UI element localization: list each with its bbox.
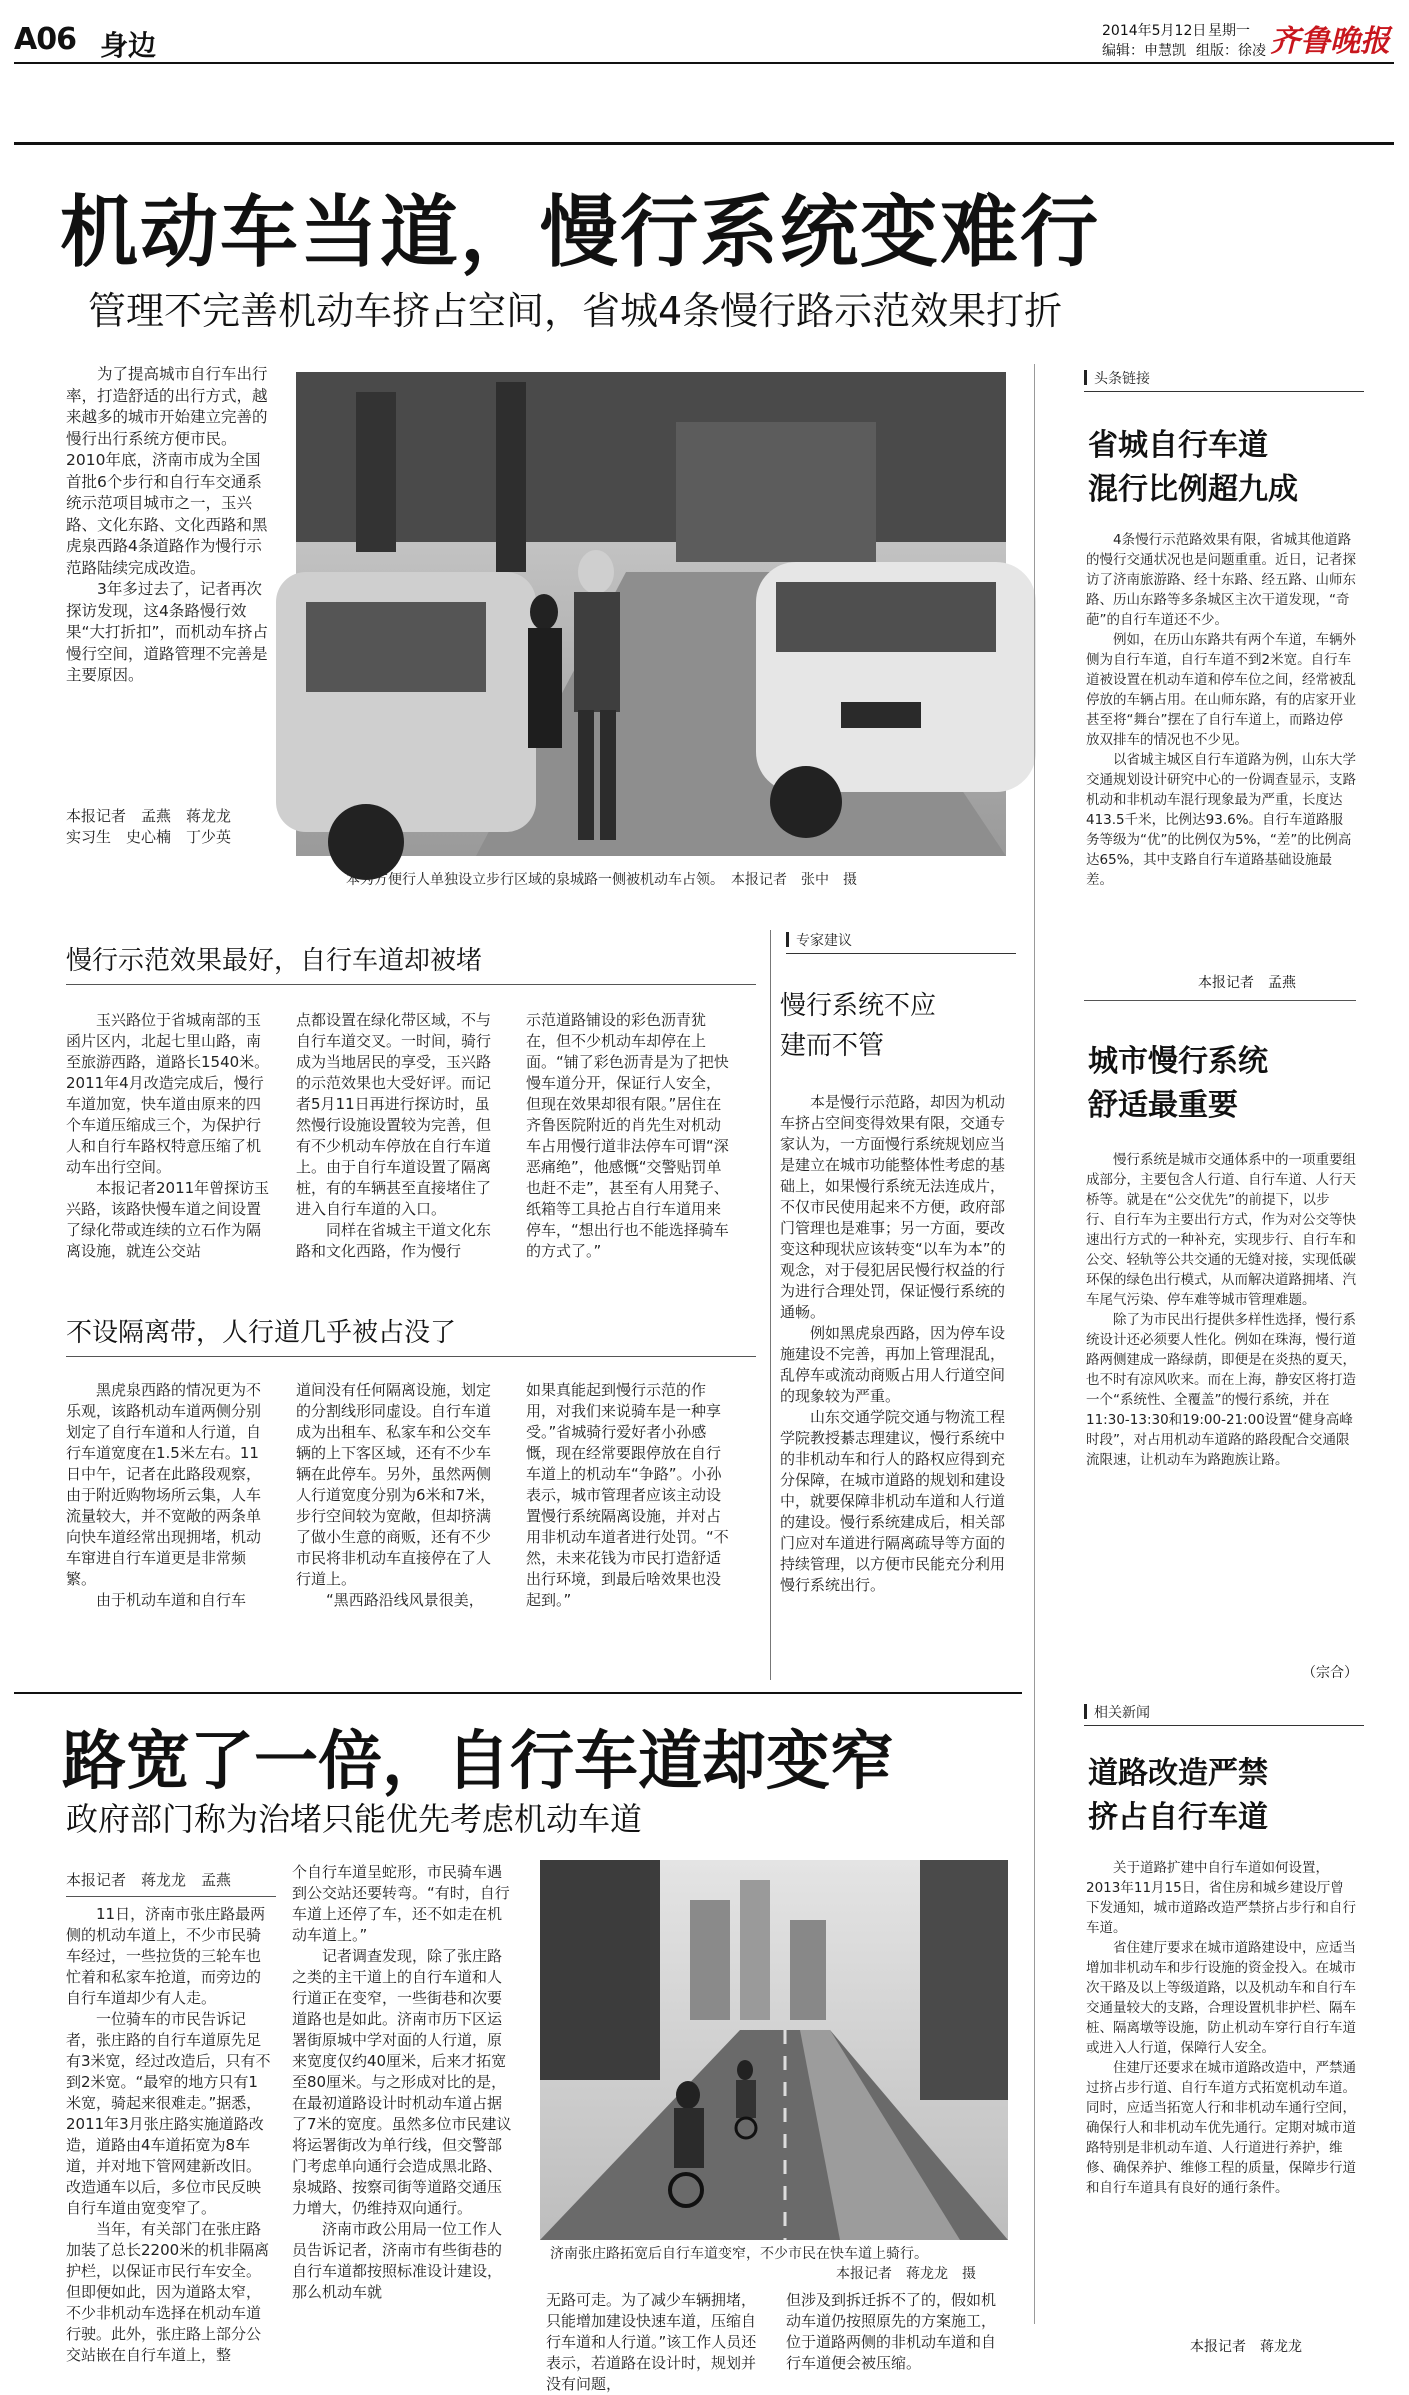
article-paragraph: 玉兴路位于省城南部的玉函片区内，北起七里山路，南至旅游西路，道路长1540米。2011年4月改造完成后，慢行车道加宽，快车道由原来的四个车道压缩成三个，为保护行人和自行车路权特意压缩了机动车出行空间。 (66, 1011, 270, 1176)
story2-col3 (546, 2290, 760, 2393)
story2-byline-rule (66, 1896, 276, 1897)
sidebar2-body (1086, 1150, 1356, 1660)
issue-weekday: 星期一 (1208, 23, 1250, 39)
section1-col3 (526, 1010, 732, 1330)
section1-col1 (66, 1010, 272, 1330)
article-paragraph: 道间没有任何隔离设施，划定的分割线形同虚设。自行车道成为出租车、私家车和公交车辆的上下客区域，还有不少车辆在此停车。另外，虽然两侧人行道宽度分别为6米和7米，步行空间较为宽敞，但却挤满了做小生意的商贩，还有不少市民将非机动车直接停在了人行道上。 (296, 1381, 496, 1588)
expert-paragraph: 本是慢行示范路，却因为机动车挤占空间变得效果有限，交通专家认为，一方面慢行系统规划应当是建立在城市功能整体性考虑的基础上，如果慢行系统无法连成片，不仅市民使用起来不方便，政府部门管理也是难事；另一方面，要改变这种现状应该转变“以车为本”的观念，对于侵犯居民慢行权益的行为进行合理处罚，保证慢行系统的通畅。 (780, 1093, 1006, 1321)
story2-col1 (66, 1904, 272, 2374)
sidebar2-author: （宗合） (1302, 1665, 1358, 1681)
sidebar2-title-line1: 城市慢行系统 (1088, 1044, 1268, 1079)
story2-paragraph: 个自行车道呈蛇形，市民骑车遇到公交站还要转弯。“有时，自行车道上还停了车，还不如走在机动车道上。” (292, 1863, 510, 1944)
top-thick-rule (14, 142, 1394, 145)
article-paragraph: 由于机动车道和自行车 (96, 1591, 247, 1609)
story2-byline: 本报记者 蒋龙龙 孟燕 (66, 1871, 232, 1889)
layout-credit: 组版：徐凌 (1196, 43, 1266, 59)
article-paragraph: 点都设置在绿化带区域，不与自行车道交叉。一时间，骑行成为当地居民的享受，玉兴路的示范效果也大受好评。而记者5月11日再进行探访时，虽然慢行设施设置较为完善，但有不少机动车停放在自行车道上。由于自行车道设置了隔离桩，有的车辆甚至直接堵住了进入自行车道的入口。 (296, 1011, 492, 1218)
expert-body (780, 1092, 1006, 1682)
section2-col1 (66, 1380, 272, 1690)
article-paragraph: 同样在省城主干道文化东路和文化西路，作为慢行 (296, 1221, 492, 1260)
cyclists-road-image (540, 1860, 1008, 2240)
expert-tag: 专家建议 (786, 930, 1016, 954)
article-paragraph: 黑虎泉西路的情况更为不乐观，该路机动车道两侧分别划定了自行车道和人行道，自行车道宽度在1.5米左右。11日中午，记者在此路段观察，由于附近购物场所云集，人车流量较大，并不宽敞的两条单向快车道经常出现拥堵，机动车窜进自行车道更是非常频繁。 (66, 1381, 262, 1588)
section1-rule (66, 984, 756, 985)
story2-paragraph: 一位骑车的市民告诉记者，张庄路的自行车道原先足有3米宽，经过改造后，只有不到2米宽。“最窄的地方只有1米宽，骑起来很难走。”据悉，2011年3月张庄路实施道路改造，道路由4车道拓宽为8车道，并对地下管网建新改旧。改造通车以后，多位市民反映自行车道由宽变窄了。 (66, 2010, 271, 2217)
section2-title: 不设隔离带，人行道几乎被占没了 (66, 1318, 457, 1348)
sidebar3-paragraph: 住建厅还要求在城市道路改造中，严禁通过挤占步行道、自行车道方式拓宽机动车道。同时，应适当拓宽人行和非机动车通行空间，确保行人和非机动车优先通行。定期对城市道路特别是非机动车道、人行道进行养护，维修、确保养护、维修工程的质量，保障步行道和自行车道具有良好的通行条件。 (1086, 2060, 1356, 2196)
story2-col4 (786, 2290, 1006, 2376)
article-paragraph: 如果真能起到慢行示范的作用，对我们来说骑车是一种享受。”省城骑行爱好者小孙感慨，现在经常要跟停放在自行车道上的机动车“争路”。小孙表示，城市管理者应该主动设置慢行系统隔离设施，并对占用非机动车道者进行处罚。“不然，未来花钱为市民打造舒适出行环境，到最后啥效果也没起到。” (526, 1381, 729, 1609)
story1-subheadline: 管理不完善机动车挤占空间，省城4条慢行路示范效果打折 (88, 289, 1063, 333)
section2-col2 (296, 1380, 502, 1690)
story1-intro (66, 364, 272, 804)
story2-photo-caption-line2: 本报记者 蒋龙龙 摄 (836, 2266, 976, 2282)
story1-byline-line1: 本报记者 孟燕 蒋龙龙 (66, 807, 232, 825)
sidebar1-paragraph: 以省城主城区自行车道路为例，山东大学交通规划设计研究中心的一份调查显示，支路机动和非机动车混行现象最为严重，长度达413.5千米，比例达93.6%。自行车道路服务等级为“优”的比例仅为5%，“差”的比例高达65%，其中支路自行车道路基础设施最差。 (1086, 752, 1356, 888)
section2-col3 (526, 1380, 732, 1690)
sidebar2-paragraph: 慢行系统是城市交通体系中的一项重要组成部分，主要包含人行道、自行车道、人行天桥等。就是在“公交优先”的前提下，以步行、自行车为主要出行方式，作为对公交等快速出行方式的一种补充，实现步行、自行车和公交、轻轨等公共交通的无缝对接，实现低碳环保的绿色出行模式，从而解决道路拥堵、汽车尾气污染、停车难等城市管理难题。 (1086, 1152, 1356, 1308)
story2-col2 (292, 1862, 512, 2374)
sidebar1-body (1086, 530, 1356, 970)
sidebar3-title-line2: 挤占自行车道 (1088, 1800, 1268, 1835)
article-paragraph: “黑西路沿线风景很美， (326, 1591, 484, 1609)
section2-rule (66, 1356, 756, 1357)
expert-title-line2: 建而不管 (780, 1031, 885, 1061)
story2-top-rule (14, 1692, 1022, 1694)
sidebar3-body (1086, 1858, 1356, 2328)
sidebar1-paragraph: 4条慢行示范路效果有限，省城其他道路的慢行交通状况也是问题重重。近日，记者探访了济南旅游路、经十东路、经五路、山师东路、历山东路等多条城区主次干道发现，“奇葩”的自行车道还不少。 (1086, 532, 1356, 628)
story2-photo (540, 1860, 1008, 2240)
story1-photo (296, 372, 1006, 856)
page-number: A06 (14, 22, 76, 57)
story2-subheadline: 政府部门称为治堵只能优先考虑机动车道 (66, 1800, 643, 1838)
sidebar2-paragraph: 除了为市民出行提供多样性选择，慢行系统设计还必须要人性化。例如在珠海，慢行道路两侧建成一路绿荫，即便是在炎热的夏天，也不时有凉风吹来。而在上海，静安区将打造一个“系统性、全覆盖”的慢行系统，并在11:30-13:30和19:00-21:00设置“健身高峰时段”，对占用机动车道路的路段配合交通限流限速，让机动车为路跑族让路。 (1086, 1312, 1356, 1468)
story2-paragraph: 但涉及到拆迁拆不了的，假如机动车道仍按照原先的方案施工，位于道路两侧的非机动车道和自行车道便会被压缩。 (786, 2291, 997, 2372)
story2-paragraph: 济南市政公用局一位工作人员告诉记者，济南市有些街巷的自行车道都按照标准设计建设，那么机动车就 (292, 2220, 503, 2301)
sidebar1-title-line2: 混行比例超九成 (1088, 472, 1298, 507)
sidebar1-end-rule (1084, 1000, 1356, 1001)
section1-col2 (296, 1010, 502, 1330)
intro-paragraph: 3年多过去了，记者再次探访发现，这4条路慢行效果“大打折扣”，而机动车挤占慢行空间，道路管理不完善是主要原因。 (66, 580, 269, 684)
story2-paragraph: 记者调查发现，除了张庄路之类的主干道上的自行车道和人行道正在变窄，一些街巷和次要道路也是如此。济南市历下区运署街原城中学对面的人行道，原来宽度仅约40厘米，后来才拓宽至80厘米。与之形成对比的是，在最初道路设计时机动车道占据了7米的宽度。虽然多位市民建议将运署街改为单行线，但交警部门考虑单向通行会造成黑北路、泉城路、按察司街等道路交通压力增大，仍维持双向通行。 (292, 1947, 512, 2217)
sidebar2-title-line2: 舒适最重要 (1088, 1088, 1238, 1123)
sidebar3-tag: 相关新闻 (1084, 1702, 1364, 1726)
sidebar1-tag: 头条链接 (1084, 368, 1364, 392)
sidebar3-paragraph: 省住建厅要求在城市道路建设中，应适当增加非机动车和步行设施的资金投入。在城市次干路及以上等级道路，以及机动车和自行车交通量较大的支路，合理设置机非护栏、隔车桩、隔离墩等设施，防止机动车穿行自行车道或进入人行道，保障行人安全。 (1086, 1940, 1356, 2056)
expert-paragraph: 例如黑虎泉西路，因为停车设施建设不完善，再加上管理混乱，乱停车或流动商贩占用人行道空间的现象较为严重。 (780, 1324, 1006, 1405)
expert-paragraph: 山东交通学院交通与物流工程学院教授綦志理建议，慢行系统中的非机动车和行人的路权应得到充分保障，在城市道路的规划和建设中，就要保障非机动车道和人行道的建设。慢行系统建成后，相关部门应对车道进行隔离疏导等方面的持续管理，以方便市民能充分利用慢行系统出行。 (780, 1408, 1006, 1594)
section1-title: 慢行示范效果最好，自行车道却被堵 (66, 946, 483, 976)
sidebar1-author: 本报记者 孟燕 (1198, 975, 1296, 991)
article-paragraph: 示范道路铺设的彩色沥青犹在，但不少机动车却停在上面。“铺了彩色沥青是为了把快慢车道分开，保证行人安全，但现在效果却很有限。”居住在齐鲁医院附近的肖先生对机动车占用慢行道非法停车可谓“深恶痛绝”，他感慨“交警贴罚单也赶不走”，甚至有人用凳子、纸箱等工具抢占自行车道用来停车，“想出行也不能选择骑车的方式了。” (526, 1011, 729, 1260)
story1-headline: 机动车当道，慢行系统变难行 (60, 188, 1101, 278)
sidebar1-title-line1: 省城自行车道 (1088, 428, 1268, 463)
story2-paragraph: 当年，有关部门在张庄路加装了总长2200米的机非隔离护栏，以保证市民行车安全。但即便如此，因为道路太窄，不少非机动车选择在机动车道行驶。此外，张庄路上部分公交站嵌在自行车道上，整 (66, 2220, 270, 2364)
sidebar1-paragraph: 例如，在历山东路共有两个车道，车辆外侧为自行车道，自行车道不到2米宽。自行车道被设置在机动车道和停车位之间，经常被乱停放的车辆占用。在山师东路，有的店家开业甚至将“舞台”摆在了自行车道上，而路边停放双排车的情况也不少见。 (1086, 632, 1356, 748)
sidebar3-paragraph: 关于道路扩建中自行车道如何设置，2013年11月15日，省住房和城乡建设厅曾下发通知，城市道路改造严禁挤占步行和自行车道。 (1086, 1860, 1356, 1936)
intro-paragraph: 为了提高城市自行车出行率，打造舒适的出行方式，越来越多的城市开始建立完善的慢行出行系统方便市民。2010年底，济南市成为全国首批6个步行和自行车交通系统示范项目城市之一，玉兴路、文化东路、文化西路和黑虎泉西路4条道路作为慢行示范路陆续完成改造。 (66, 365, 268, 577)
street-scene-image (296, 372, 1006, 856)
story1-photo-caption: 本为方便行人单独设立步行区域的泉城路一侧被机动车占领。 本报记者 张中 摄 (346, 872, 857, 888)
story2-headline: 路宽了一倍，自行车道却变窄 (62, 1725, 894, 1799)
story2-paragraph: 无路可走。为了减少车辆拥堵，只能增加建设快速车道，压缩自行车道和人行道。”该工作人员还表示，若道路在设计时，规划并没有问题， (546, 2291, 757, 2393)
right-column-divider (1034, 364, 1035, 2324)
story1-byline-line2: 实习生 史心楠 丁少英 (66, 828, 232, 846)
story2-photo-caption-line1: 济南张庄路拓宽后自行车道变窄，不少市民在快车道上骑行。 (550, 2246, 928, 2262)
section-name: 身边 (100, 29, 157, 62)
article-paragraph: 本报记者2011年曾探访玉兴路，该路快慢车道之间设置了绿化带或连续的立石作为隔离设施，就连公交站 (66, 1179, 270, 1260)
paper-logo: 齐鲁晚报 (1270, 24, 1390, 59)
expert-title-line1: 慢行系统不应 (780, 991, 937, 1021)
sidebar3-title-line1: 道路改造严禁 (1088, 1756, 1268, 1791)
story2-paragraph: 11日，济南市张庄路最两侧的机动车道上，不少市民骑车经过，一些拉货的三轮车也忙着和私家车抢道，而旁边的自行车道却少有人走。 (66, 1905, 266, 2007)
editor-credit: 编辑：申慧凯 (1102, 43, 1186, 59)
masthead-rule (14, 62, 1394, 64)
issue-date: 2014年5月12日 (1102, 23, 1207, 39)
sidebar3-author: 本报记者 蒋龙龙 (1190, 2339, 1302, 2355)
expert-divider (770, 930, 771, 1680)
